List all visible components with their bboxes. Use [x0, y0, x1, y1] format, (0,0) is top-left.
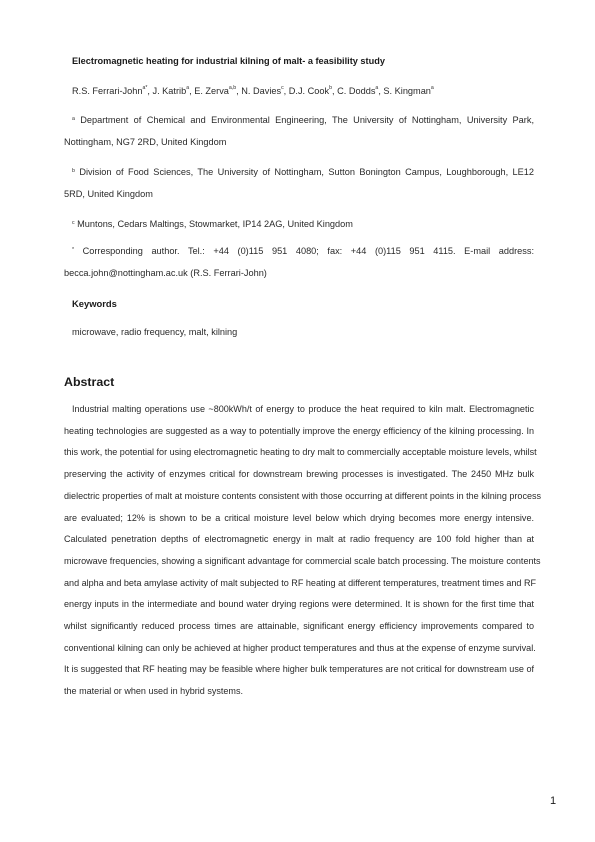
email-line: becca.john@nottingham.ac.uk (R.S. Ferrari-John)	[64, 268, 267, 278]
abstract-line: this work, the potential for using electromagnetic heating to dry malt to commercially acceptable moisture levels, whilst	[64, 447, 537, 458]
author-name: J. Katrib	[152, 86, 187, 96]
affiliation-mark: a	[72, 116, 75, 122]
author-name: D.J. Cook	[288, 86, 330, 96]
corresponding-mark: *	[72, 247, 75, 253]
abstract-line: heating technologies are suggested as a way to potentially improve the energy efficiency of the kilning processing. In	[64, 425, 534, 436]
author-name: C. Dodds	[337, 86, 376, 96]
abstract-line: the material or when used in hybrid systems.	[64, 686, 244, 697]
author-affiliation-mark: a	[375, 85, 379, 91]
affiliation-line: $^c$ Muntons, Cedars Maltings, Stowmarket, IP14 2AG, United Kingdom	[72, 219, 353, 229]
abstract-line: Industrial malting operations use ~800kWh/t of energy to produce the heat required to kiln malt. Electromagnetic	[72, 404, 534, 414]
affiliation-line: Nottingham, NG7 2RD, United Kingdom	[64, 137, 227, 147]
affiliation-a	[64, 109, 534, 153]
keywords-heading: Keywords	[72, 298, 117, 309]
paper-title: Electromagnetic heating for industrial kilning of malt- a feasibility study	[72, 56, 385, 66]
affiliation-line: * Corresponding author. Tel.: +44 (0)115 951 4080; fax: +44 (0)115 951 4115. E-mail address:	[72, 246, 534, 256]
affiliation-line: $^b$ Division of Food Sciences, The University of Nottingham, Sutton Bonington Campus, Loughborough, LE12	[72, 167, 535, 177]
abstract-line: conventional kilning can only be achieved at higher product temperatures and thus at the expense of enzyme survival.	[64, 642, 536, 653]
affiliation-line: 5RD, United Kingdom	[64, 189, 153, 199]
author-affiliation-mark: a,b	[228, 85, 237, 91]
corresponding-author-note	[64, 240, 534, 284]
abstract-line: Calculated penetration depths of electromagnetic energy in malt at radio frequency are 100 fold higher than at	[64, 534, 534, 545]
affiliation-line: $^a$ Department of Chemical and Environmental Engineering, The University of Nottingham, University Park,	[72, 115, 534, 125]
affiliation-b	[64, 161, 534, 205]
abstract-body	[64, 399, 542, 703]
author-list: R.S. Ferrari-John$^{a*}$, J. Katrib$^a$, E. Zerva$^{a,b}$, N. Davies$^c$, D.J. Cook$^b$, C. Dodds$^a$, S. Kingman$^a$	[72, 85, 434, 96]
author-name: N. Davies	[241, 86, 282, 96]
author-affiliation-mark: c	[281, 85, 284, 91]
abstract-heading: Abstract	[64, 375, 115, 389]
page-number: 1	[550, 795, 557, 807]
abstract-line: microwave frequencies, showing a significant advantage for commercial scale batch processing. The moisture contents	[64, 555, 541, 566]
author-name: R.S. Ferrari-John	[72, 86, 143, 96]
author-affiliation-mark: a	[186, 85, 190, 91]
affiliation-mark: b	[72, 168, 75, 174]
affiliation-c	[64, 213, 534, 235]
keywords-list: microwave, radio frequency, malt, kilning	[72, 327, 238, 337]
author-name: S. Kingman	[383, 86, 431, 96]
abstract-line: dielectric properties of malt at moisture contents consistent with those occurring at different points in the kilning process	[64, 490, 542, 501]
affiliation-mark: c	[72, 220, 75, 226]
abstract-line: whilst significantly reduced process times are attainable, significant energy efficiency improvements compared to	[64, 621, 534, 632]
author-affiliation-mark: a	[430, 85, 434, 91]
abstract-line: and alpha and beta amylase activity of malt subjected to RF heating at different temperatures, treatment times and RF	[64, 577, 537, 588]
author-name: E. Zerva	[194, 86, 229, 96]
author-affiliation-mark: a*	[142, 85, 148, 91]
abstract-line: energy inputs in the intermediate and bound water drying regions were determined. It is shown for the first time that	[64, 599, 534, 610]
abstract-line: are evaluated; 12% is shown to be a critical moisture level below which drying becomes more energy intensive.	[64, 512, 534, 523]
abstract-line: preserving the activity of enzymes critical for downstream brewing processes is investigated. The 2450 MHz bulk	[64, 469, 534, 480]
abstract-line: It is suggested that RF heating may be feasible where higher bulk temperatures are not critical for downstream use of	[64, 664, 534, 675]
author-affiliation-mark: b	[329, 85, 332, 91]
